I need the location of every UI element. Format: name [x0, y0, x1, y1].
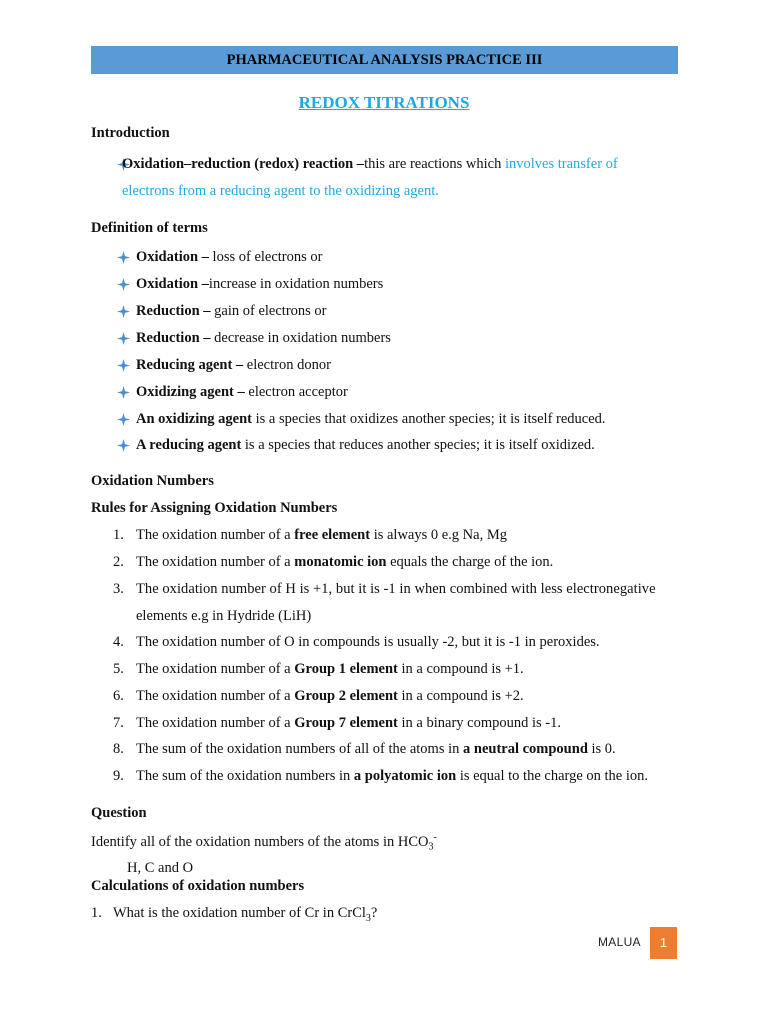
intro-line-1 — [122, 156, 618, 173]
question-text — [91, 832, 437, 853]
calculation-text-post: ? — [370, 905, 378, 921]
definition-text: increase in oxidation numbers — [208, 276, 384, 292]
definition-text: electron donor — [246, 357, 331, 373]
definition-term: Reducing agent – — [136, 357, 247, 373]
rule-text-post: is 0. — [587, 741, 616, 757]
rule-number: 1. — [113, 527, 124, 543]
definition-text: decrease in oxidation numbers — [214, 330, 391, 346]
calculation-text: What is the oxidation number of Cr in CrCl — [113, 905, 366, 921]
document-title: REDOX TITRATIONS — [298, 93, 470, 112]
rule-text: The oxidation number of a — [136, 715, 295, 731]
rule-number: 2. — [113, 554, 124, 570]
rule-number: 6. — [113, 688, 124, 704]
rule-number: 7. — [113, 715, 124, 731]
diamond-bullet-icon — [117, 278, 130, 291]
calculation-number: 1. — [91, 905, 102, 921]
rule-text-post: is equal to the charge on the ion. — [456, 768, 648, 784]
definition-term: Oxidation – — [136, 276, 209, 292]
rule-text-post: in a binary compound is -1. — [397, 715, 561, 731]
header-title: PHARMACEUTICAL ANALYSIS PRACTICE III — [226, 52, 543, 68]
rules-heading: Rules for Assigning Oxidation Numbers — [91, 500, 338, 516]
rule-text: The sum of the oxidation numbers in — [136, 768, 354, 784]
diamond-bullet-icon — [117, 413, 130, 426]
rule-bold: Group 7 element — [294, 715, 398, 731]
question-subscript: 3 — [428, 841, 434, 853]
rule-bold: a polyatomic ion — [353, 768, 457, 784]
definition-text: is a species that reduces another species; it is itself oxidized. — [241, 437, 595, 453]
rule-text: The sum of the oxidation numbers of all of the atoms in — [136, 741, 463, 757]
oxidation-numbers-heading: Oxidation Numbers — [91, 473, 214, 489]
definition-term: Reduction – — [136, 330, 215, 346]
rule-number: 9. — [113, 768, 124, 784]
rule-text-post: in a compound is +2. — [397, 688, 524, 704]
rule-text: The oxidation number of a — [136, 661, 295, 677]
page-number-badge: 1 — [650, 927, 677, 959]
intro-blue-2: electrons from a reducing agent to the oxidizing agent. — [122, 183, 439, 199]
diamond-bullet-icon — [117, 332, 130, 345]
calculation-question — [113, 905, 377, 924]
definition-text: gain of electrons or — [214, 303, 327, 319]
rule-text: elements e.g in Hydride (LiH) — [136, 608, 312, 624]
rule-number: 8. — [113, 741, 124, 757]
intro-heading: Introduction — [91, 125, 170, 141]
rule-text: The oxidation number of O in compounds is usually -2, but it is -1 in peroxides. — [136, 634, 600, 650]
rule-bold: monatomic ion — [294, 554, 387, 570]
rule-text-post: is always 0 e.g Na, Mg — [370, 527, 507, 543]
diamond-bullet-icon — [117, 251, 130, 264]
rule-text: The oxidation number of H is +1, but it is -1 in when combined with less electronegative — [136, 581, 656, 597]
question-answer: H, C and O — [127, 860, 194, 876]
definition-text: loss of electrons or — [212, 249, 323, 265]
rule-bold: Group 1 element — [294, 661, 398, 677]
definition-text: electron acceptor — [248, 384, 348, 400]
intro-blue-1: involves transfer of — [504, 156, 618, 172]
rule-bold: free element — [294, 527, 371, 543]
diamond-bullet-icon — [117, 386, 130, 399]
header-bar — [91, 46, 678, 74]
rule-bold: a neutral compound — [463, 741, 588, 757]
definition-term: Reduction – — [136, 303, 215, 319]
rule-text: The oxidation number of a — [136, 688, 295, 704]
intro-bold: Oxidation–reduction (redox) reaction – — [122, 156, 365, 172]
rule-bold: Group 2 element — [294, 688, 398, 704]
diamond-bullet-icon — [117, 359, 130, 372]
definitions-heading: Definition of terms — [91, 220, 208, 236]
definition-term: Oxidizing agent – — [136, 384, 249, 400]
calculations-heading: Calculations of oxidation numbers — [91, 878, 305, 894]
definition-term: A reducing agent — [136, 437, 242, 453]
diamond-bullet-icon — [117, 305, 130, 318]
rule-number: 5. — [113, 661, 124, 677]
calculation-subscript: 3 — [365, 912, 371, 924]
rule-text: The oxidation number of a — [136, 527, 295, 543]
definition-term: An oxidizing agent — [136, 411, 253, 427]
diamond-bullet-icon — [117, 439, 130, 452]
intro-plain: this are reactions which — [364, 156, 505, 172]
question-body: Identify all of the oxidation numbers of the atoms in HCO — [91, 833, 429, 850]
question-superscript: - — [433, 832, 437, 843]
rule-text: The oxidation number of a — [136, 554, 295, 570]
rule-text-post: in a compound is +1. — [397, 661, 524, 677]
definition-text: is a species that oxidizes another species; it is itself reduced. — [252, 411, 606, 427]
rule-number: 3. — [113, 581, 124, 597]
question-heading: Question — [91, 805, 147, 821]
footer-author: MALUA — [598, 935, 641, 949]
rule-number: 4. — [113, 634, 124, 650]
definition-term: Oxidation – — [136, 249, 213, 265]
rule-text-post: equals the charge of the ion. — [386, 554, 554, 570]
